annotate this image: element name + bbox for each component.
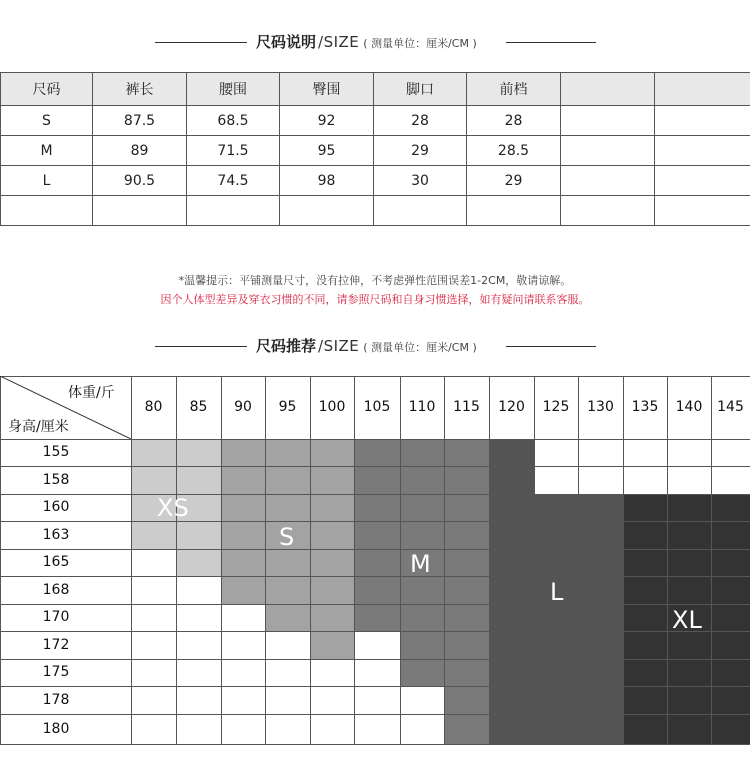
size-cell <box>176 439 222 467</box>
size-cell <box>354 659 401 687</box>
size-table-cell: 95 <box>280 136 374 166</box>
size-cell <box>489 686 535 715</box>
size-region-label-s: S <box>279 523 295 551</box>
height-label: 163 <box>42 526 70 543</box>
size-cell <box>711 659 750 687</box>
size-cell <box>667 576 712 605</box>
size-recommend-grid <box>0 376 750 744</box>
size-cell <box>221 494 266 522</box>
size-cell <box>221 549 266 577</box>
weight-label: 130 <box>587 399 614 415</box>
size-cell <box>354 466 401 495</box>
size-table-cell: 30 <box>374 166 467 196</box>
weight-label: 135 <box>631 399 659 415</box>
size-cell <box>534 439 579 467</box>
recommend-section-title <box>256 336 477 358</box>
size-cell <box>265 631 311 660</box>
size-cell <box>310 604 355 632</box>
size-cell <box>711 631 750 660</box>
size-cell <box>534 466 579 495</box>
size-cell <box>711 714 750 745</box>
size-cell <box>265 576 311 605</box>
size-cell <box>310 494 355 522</box>
size-cell <box>176 576 222 605</box>
recommend-section-heading <box>0 336 750 356</box>
size-cell <box>667 686 712 715</box>
size-cell <box>310 466 355 495</box>
size-cell <box>711 576 750 605</box>
size-table-cell <box>561 136 655 166</box>
size-cell <box>534 521 579 550</box>
heading-line-left <box>155 346 247 347</box>
size-cell <box>310 686 355 715</box>
size-table-cell <box>1 196 93 226</box>
size-cell <box>131 631 177 660</box>
size-cell <box>578 521 624 550</box>
size-table-cell: 29 <box>467 166 561 196</box>
size-cell <box>400 686 445 715</box>
size-cell <box>578 576 624 605</box>
heading-line-right <box>506 346 596 347</box>
size-table-cell <box>561 166 655 196</box>
size-cell <box>711 604 750 632</box>
size-title-cn: 尺码说明 <box>256 33 317 51</box>
size-table-cell: 28 <box>374 106 467 136</box>
size-table-cell <box>561 106 655 136</box>
size-cell <box>534 631 579 660</box>
size-region-label-xs: XS <box>157 494 189 522</box>
size-cell <box>578 631 624 660</box>
size-cell <box>354 631 401 660</box>
size-cell <box>489 604 535 632</box>
size-cell <box>534 549 579 577</box>
size-cell <box>711 494 750 522</box>
size-table-cell: 89 <box>93 136 187 166</box>
size-cell <box>131 576 177 605</box>
size-cell <box>534 659 579 687</box>
heading-line-left <box>155 42 247 43</box>
size-table-cell: L <box>1 166 93 196</box>
size-section-title <box>256 32 477 54</box>
size-cell <box>667 466 712 495</box>
size-cell <box>400 659 445 687</box>
size-cell <box>623 549 668 577</box>
corner-weight-label: 体重/斤 <box>68 385 115 401</box>
weight-label: 95 <box>278 399 297 415</box>
size-cell <box>310 549 355 577</box>
size-cell <box>444 521 490 550</box>
size-cell <box>578 549 624 577</box>
size-cell <box>176 466 222 495</box>
size-cell <box>444 439 490 467</box>
size-cell <box>623 659 668 687</box>
height-label: 160 <box>42 499 70 515</box>
size-cell <box>354 549 401 577</box>
size-cell <box>489 714 535 745</box>
size-cell <box>310 439 355 467</box>
size-cell <box>131 604 177 632</box>
size-table-header-cell: 裤长 <box>93 73 187 106</box>
size-cell <box>221 659 266 687</box>
size-cell <box>176 604 222 632</box>
size-cell <box>265 549 311 577</box>
size-cell <box>400 576 445 605</box>
weight-label: 90 <box>234 399 252 415</box>
size-table-row <box>1 106 750 136</box>
size-cell <box>489 466 535 495</box>
size-cell <box>131 686 177 715</box>
size-table-cell: M <box>1 136 93 166</box>
size-table-cell <box>655 196 750 226</box>
size-cell <box>176 631 222 660</box>
size-cell <box>623 439 668 467</box>
height-label: 155 <box>42 444 70 460</box>
size-table-row <box>1 166 750 196</box>
size-region-label-l: L <box>550 578 564 606</box>
size-table-cell <box>280 196 374 226</box>
height-label: 165 <box>42 554 70 570</box>
size-table-cell: 74.5 <box>187 166 280 196</box>
size-cell <box>354 604 401 632</box>
size-cell <box>131 439 177 467</box>
size-cell <box>667 521 712 550</box>
size-cell <box>310 714 355 745</box>
size-cell <box>354 521 401 550</box>
size-cell <box>444 549 490 577</box>
size-table-cell <box>655 106 750 136</box>
size-cell <box>489 494 535 522</box>
size-cell <box>623 631 668 660</box>
size-table-row <box>1 136 750 166</box>
size-cell <box>578 686 624 715</box>
size-cell <box>667 631 712 660</box>
size-cell <box>400 631 445 660</box>
size-table-cell: 90.5 <box>93 166 187 196</box>
size-cell <box>221 686 266 715</box>
size-cell <box>489 549 535 577</box>
size-table-cell: 29 <box>374 136 467 166</box>
fit-warning: 因个人体型差异及穿衣习惯的不同，请参照尺码和自身习惯选择，如有疑问请联系客服。 <box>160 293 590 306</box>
size-cell <box>400 466 445 495</box>
size-cell <box>310 631 355 660</box>
size-cell <box>176 659 222 687</box>
size-cell <box>131 714 177 745</box>
size-table-cell: 28.5 <box>467 136 561 166</box>
size-cell <box>221 604 266 632</box>
size-table-header-cell <box>655 73 750 106</box>
size-cell <box>667 659 712 687</box>
size-cell <box>623 521 668 550</box>
size-cell <box>711 439 750 467</box>
size-table-row <box>1 196 750 226</box>
size-cell <box>444 494 490 522</box>
size-cell <box>667 494 712 522</box>
size-cell <box>221 466 266 495</box>
height-label: 158 <box>42 471 70 488</box>
size-table-cell <box>467 196 561 226</box>
size-cell <box>623 686 668 715</box>
recommend-title-cn: 尺码推荐 <box>256 337 317 355</box>
size-cell <box>400 604 445 632</box>
size-table-cell <box>93 196 187 226</box>
size-cell <box>310 521 355 550</box>
size-cell <box>489 576 535 605</box>
size-table-cell: 68.5 <box>187 106 280 136</box>
size-cell <box>221 521 266 550</box>
size-cell <box>623 494 668 522</box>
size-table-cell: 28 <box>467 106 561 136</box>
size-table-cell <box>374 196 467 226</box>
size-table-cell: 98 <box>280 166 374 196</box>
size-cell <box>354 494 401 522</box>
size-cell <box>489 631 535 660</box>
size-table-cell <box>561 196 655 226</box>
size-table-cell: S <box>1 106 93 136</box>
weight-label: 85 <box>189 399 208 415</box>
size-cell <box>578 466 624 495</box>
size-cell <box>534 494 579 522</box>
size-title-en: /SIZE <box>318 33 360 51</box>
size-table-header-cell <box>561 73 655 106</box>
weight-label: 115 <box>453 399 480 415</box>
size-cell <box>578 494 624 522</box>
size-table-header-cell: 脚口 <box>374 73 467 106</box>
recommend-title-en: /SIZE <box>318 337 360 355</box>
size-table-header-cell: 臀围 <box>280 73 374 106</box>
size-region-label-xl: XL <box>672 606 702 634</box>
height-label: 170 <box>42 609 70 625</box>
weight-label: 110 <box>408 399 436 415</box>
size-cell <box>711 521 750 550</box>
size-cell <box>489 521 535 550</box>
size-title-unit: ( 测量单位：厘米/CM ) <box>363 37 477 50</box>
size-cell <box>667 714 712 745</box>
height-label: 178 <box>42 691 70 708</box>
size-cell <box>131 521 177 550</box>
size-table-cell: 92 <box>280 106 374 136</box>
size-table-cell <box>655 166 750 196</box>
size-cell <box>444 659 490 687</box>
size-cell <box>131 466 177 495</box>
size-cell <box>265 466 311 495</box>
size-cell <box>667 549 712 577</box>
size-cell <box>711 549 750 577</box>
weight-label: 120 <box>498 399 525 415</box>
size-cell <box>578 439 624 467</box>
size-table-cell: 87.5 <box>93 106 187 136</box>
size-cell <box>444 466 490 495</box>
size-cell <box>667 439 712 467</box>
size-cell <box>444 604 490 632</box>
size-table-cell <box>655 136 750 166</box>
size-cell <box>354 686 401 715</box>
measurement-tip: *温馨提示：平铺测量尺寸，没有拉伸，不考虑弹性范围误差1-2CM，敬请谅解。 <box>178 274 572 287</box>
size-cell <box>578 714 624 745</box>
size-cell <box>221 439 266 467</box>
size-cell <box>711 686 750 715</box>
size-cell <box>444 631 490 660</box>
size-table-header-cell: 前档 <box>467 73 561 106</box>
weight-label: 100 <box>318 399 346 415</box>
weight-label: 145 <box>717 399 744 415</box>
size-cell <box>400 521 445 550</box>
size-cell <box>221 631 266 660</box>
size-cell <box>400 714 445 745</box>
size-cell <box>221 576 266 605</box>
size-table-header-cell: 腰围 <box>187 73 280 106</box>
size-cell <box>623 604 668 632</box>
size-cell <box>444 686 490 715</box>
size-cell <box>623 576 668 605</box>
size-table-header-cell: 尺码 <box>1 73 93 106</box>
size-cell <box>578 659 624 687</box>
size-section-heading <box>0 32 750 52</box>
height-label: 180 <box>42 720 70 737</box>
heading-line-right <box>506 42 596 43</box>
weight-label: 140 <box>675 399 703 415</box>
height-label: 172 <box>42 636 70 653</box>
size-table <box>0 72 750 226</box>
size-cell <box>265 659 311 687</box>
size-cell <box>444 714 490 745</box>
height-label: 168 <box>42 581 70 598</box>
corner-height-label: 身高/厘米 <box>8 419 69 435</box>
size-cell <box>534 686 579 715</box>
weight-label: 125 <box>542 399 570 415</box>
size-cell <box>131 549 177 577</box>
size-cell <box>400 494 445 522</box>
size-cell <box>623 714 668 745</box>
size-cell <box>310 659 355 687</box>
recommend-title-unit: ( 测量单位：厘米/CM ) <box>363 341 477 354</box>
height-label: 175 <box>42 664 70 680</box>
size-region-label-m: M <box>410 550 431 578</box>
size-cell <box>265 604 311 632</box>
size-cell <box>354 576 401 605</box>
size-cell <box>578 604 624 632</box>
size-cell <box>265 714 311 745</box>
size-cell <box>534 604 579 632</box>
size-cell <box>489 439 535 467</box>
size-cell <box>534 714 579 745</box>
size-cell <box>176 714 222 745</box>
size-cell <box>489 659 535 687</box>
size-cell <box>310 576 355 605</box>
weight-label: 80 <box>144 399 163 415</box>
size-cell <box>354 714 401 745</box>
size-table-cell: 71.5 <box>187 136 280 166</box>
size-cell <box>221 714 266 745</box>
size-cell <box>265 686 311 715</box>
size-cell <box>400 439 445 467</box>
size-cell <box>265 439 311 467</box>
size-cell <box>623 466 668 495</box>
weight-label: 105 <box>363 399 391 415</box>
size-cell <box>265 494 311 522</box>
size-cell <box>176 521 222 550</box>
size-cell <box>176 686 222 715</box>
size-cell <box>131 659 177 687</box>
size-table-cell <box>187 196 280 226</box>
size-cell <box>711 466 750 495</box>
size-cell <box>354 439 401 467</box>
size-table-header-row <box>1 73 750 106</box>
size-cell <box>444 576 490 605</box>
size-cell <box>176 549 222 577</box>
